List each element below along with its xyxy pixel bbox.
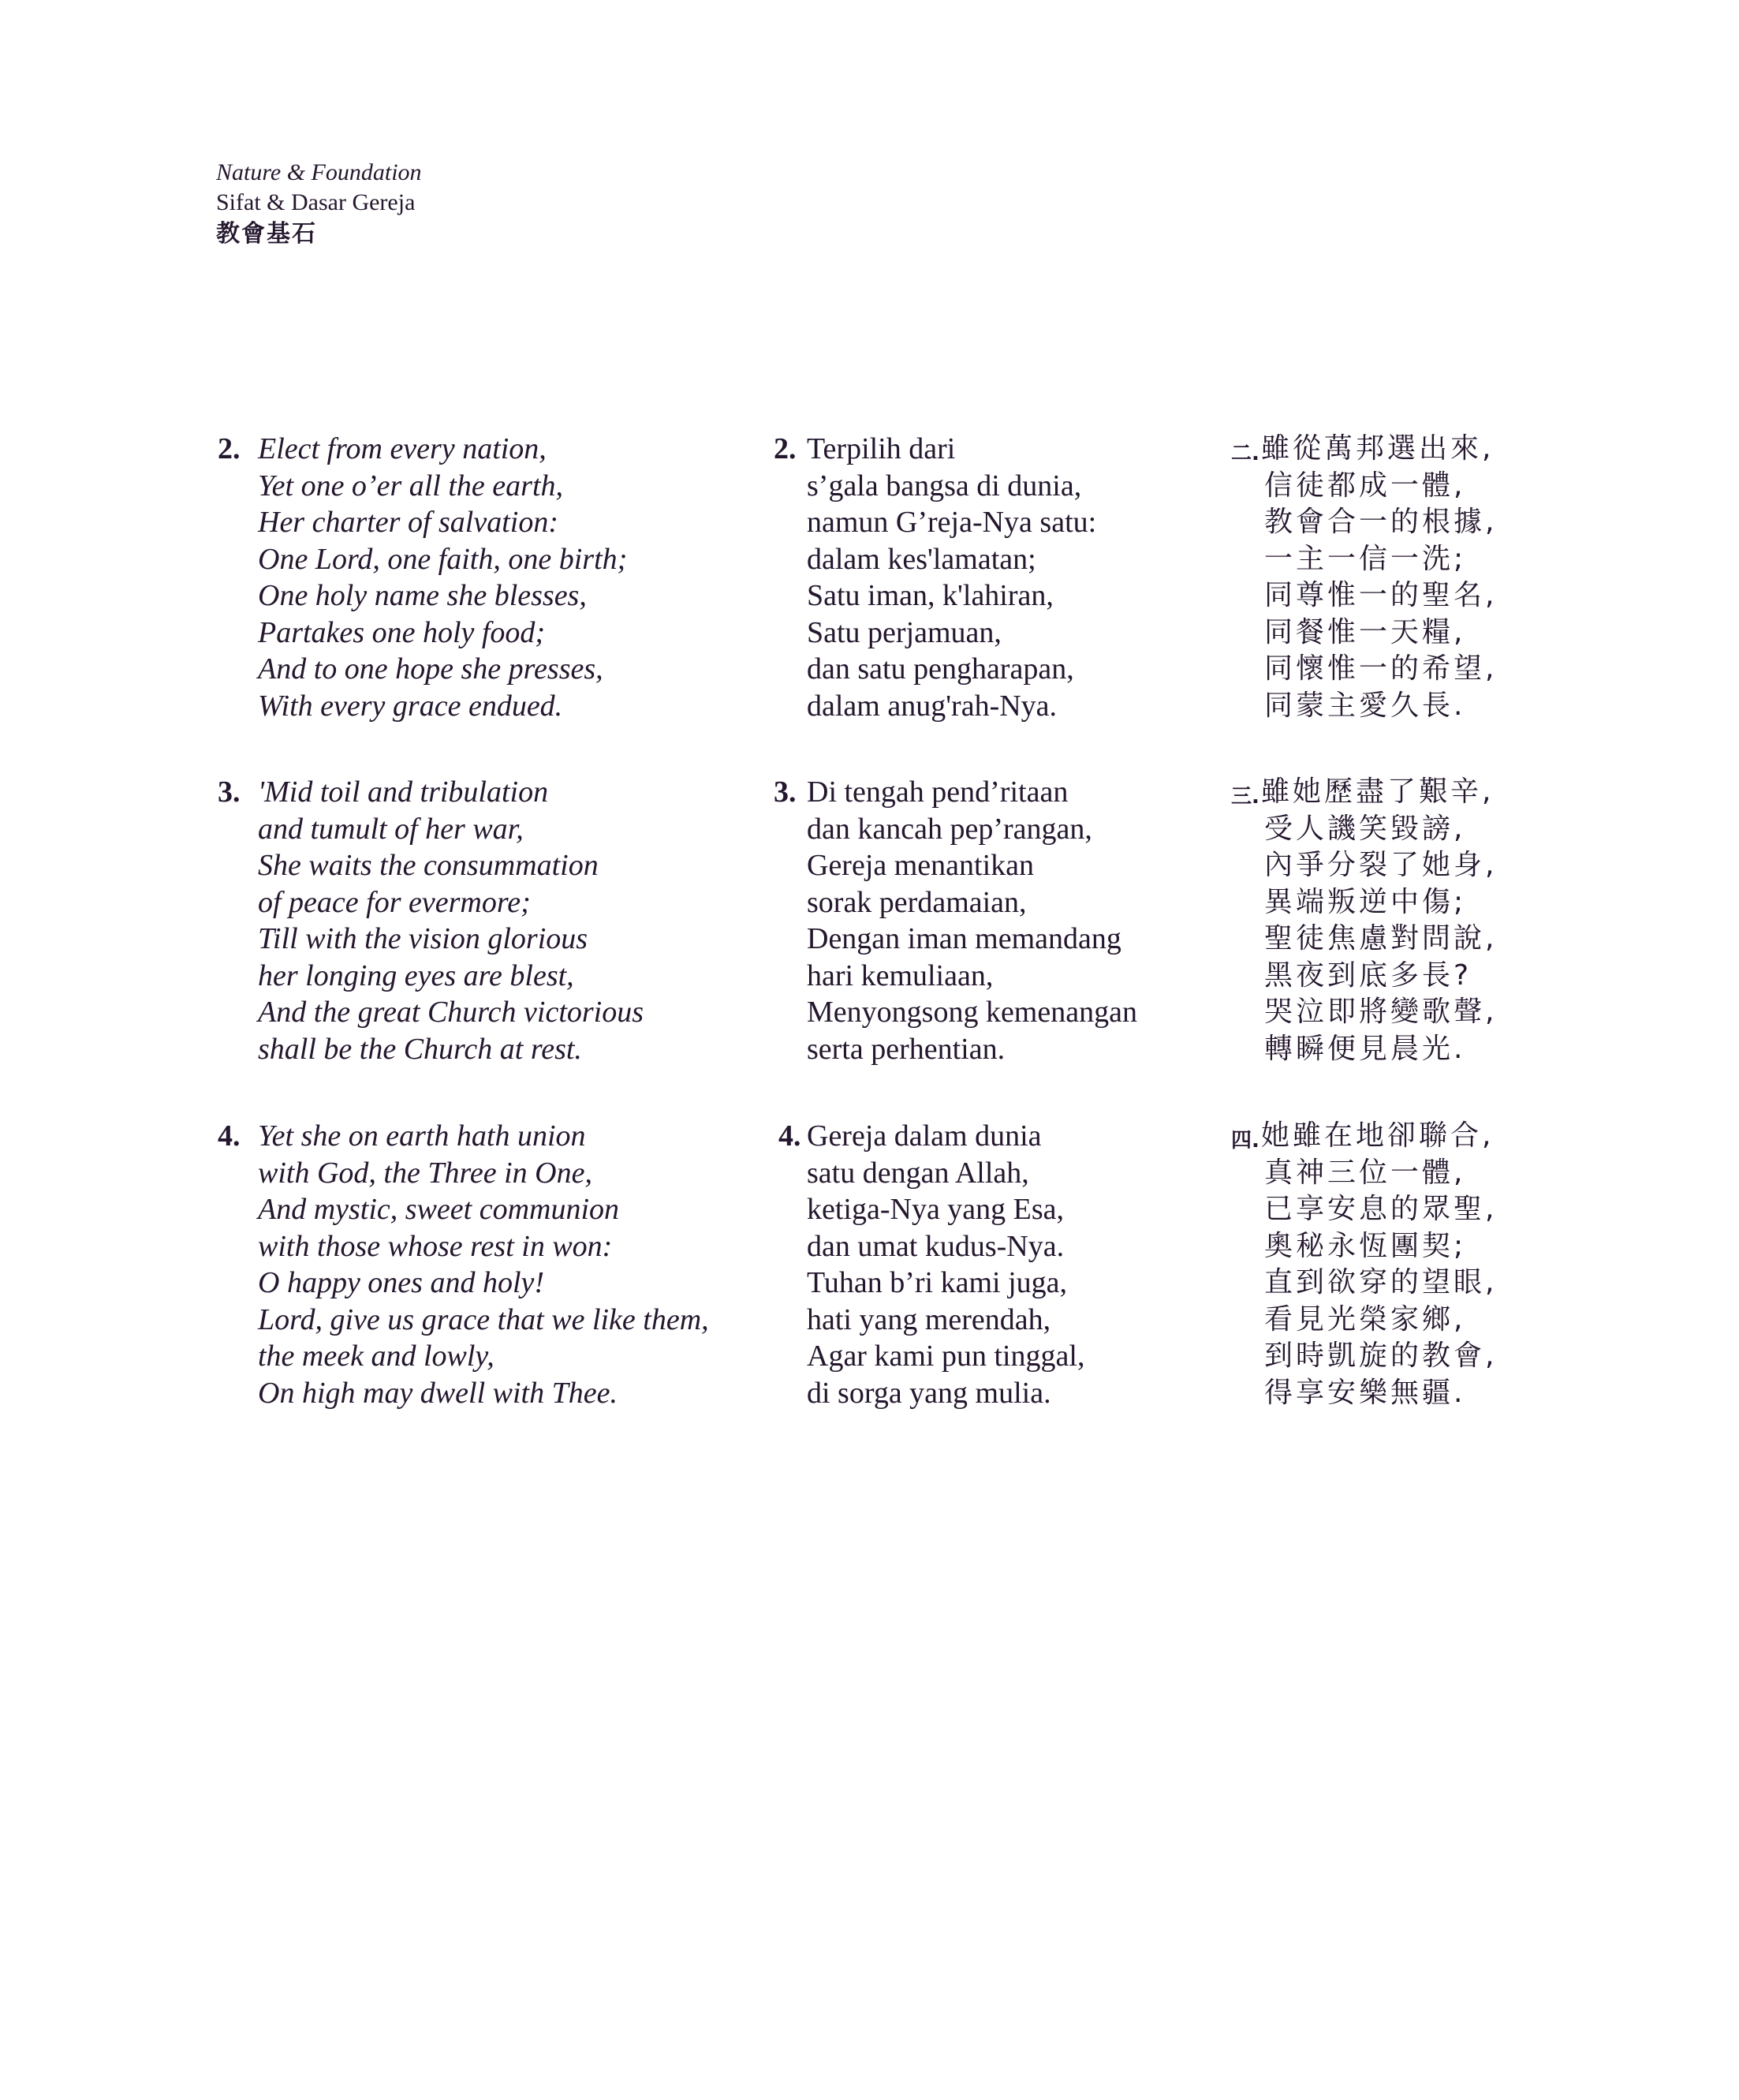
- verse-line: 一主一信一洗;: [1264, 542, 1467, 575]
- verse-line: shall be the Church at rest.: [258, 1032, 582, 1066]
- verse-line: dalam anug'rah-Nya.: [807, 689, 1058, 723]
- verse-line: One Lord, one faith, one birth;: [258, 542, 628, 576]
- verse-line: with God, the Three in One,: [258, 1156, 592, 1190]
- verse-4-chinese: [1231, 1118, 1497, 1411]
- verse-number: 2.: [218, 432, 241, 465]
- verse-number: 3.: [218, 775, 241, 809]
- verse-line: 同懷惟一的希望,: [1264, 652, 1498, 685]
- verse-2-indonesian: [774, 431, 1096, 724]
- verse-line: 信徒都成一體,: [1264, 469, 1466, 502]
- verse-3-english: [218, 774, 644, 1067]
- verse-line: 聖徒焦慮對問說,: [1264, 922, 1498, 955]
- verse-line: And to one hope she presses,: [258, 652, 603, 686]
- verse-line: with those whose rest in won:: [258, 1229, 613, 1263]
- verse-line: And mystic, sweet communion: [258, 1193, 620, 1226]
- verse-line: 同尊惟一的聖名,: [1264, 579, 1498, 611]
- verse-line: Till with the vision glorious: [258, 922, 588, 955]
- verse-line: hati yang merendah,: [807, 1302, 1051, 1336]
- verse-line: Satu iman, k'lahiran,: [807, 579, 1054, 612]
- verse-line: She waits the consummation: [258, 849, 599, 882]
- category-chinese: 教會基石: [216, 220, 317, 248]
- verse-line: 受人譏笑毀謗,: [1264, 812, 1466, 845]
- verse-line: And the great Church victorious: [258, 996, 644, 1029]
- verse-line: dalam kes'lamatan;: [807, 542, 1036, 576]
- verse-line: Lord, give us grace that we like them,: [258, 1302, 709, 1336]
- verse-line: 奧秘永恆團契;: [1264, 1229, 1467, 1262]
- verse-line: 她雖在地卻聯合,: [1261, 1119, 1495, 1152]
- verse-number: 2.: [774, 432, 797, 465]
- verse-2-chinese: [1231, 431, 1497, 724]
- verse-number: 4.: [218, 1119, 241, 1153]
- verse-line: the meek and lowly,: [258, 1340, 494, 1373]
- verse-2-english: [218, 431, 627, 724]
- verse-4-english: [218, 1118, 709, 1411]
- page-header: [216, 158, 422, 249]
- verse-line: 到時凱旋的教會,: [1264, 1340, 1498, 1372]
- verse-line: Gereja menantikan: [807, 849, 1035, 882]
- verse-line: 哭泣即將變歌聲,: [1264, 996, 1498, 1028]
- verse-line: 內爭分裂了她身,: [1264, 849, 1498, 881]
- verse-line: her longing eyes are blest,: [258, 958, 574, 992]
- verse-line: Elect from every nation,: [258, 432, 547, 465]
- verse-line: 同餐惟一天糧,: [1264, 615, 1466, 648]
- verse-line: Yet one o’er all the earth,: [258, 469, 563, 503]
- verse-line: Her charter of salvation:: [258, 506, 559, 539]
- verse-3-indonesian: [774, 774, 1137, 1067]
- verse-line: di sorga yang mulia.: [807, 1376, 1051, 1410]
- verse-line: dan satu pengharapan,: [807, 652, 1074, 686]
- category-english: Nature & Foundation: [216, 159, 422, 185]
- verse-line: dan kancah pep’rangan,: [807, 812, 1092, 846]
- verse-line: 真神三位一體,: [1264, 1156, 1466, 1189]
- verse-line: Satu perjamuan,: [807, 615, 1002, 649]
- verse-line: Gereja dalam dunia: [807, 1119, 1042, 1153]
- verse-line: s’gala bangsa di dunia,: [807, 469, 1082, 503]
- verse-line: Agar kami pun tinggal,: [807, 1340, 1085, 1373]
- verse-line: 教會合一的根據,: [1264, 506, 1498, 538]
- verse-line: 直到欲穿的望眼,: [1264, 1266, 1498, 1298]
- verse-line: O happy ones and holy!: [258, 1266, 545, 1299]
- verse-line: hari kemuliaan,: [807, 958, 994, 992]
- verse-line: 雖從萬邦選出來,: [1261, 432, 1495, 465]
- verse-line: 同蒙主愛久長.: [1264, 689, 1466, 722]
- verse-4-indonesian: [778, 1118, 1084, 1411]
- verse-line: Dengan iman memandang: [807, 922, 1121, 955]
- verse-line: serta perhentian.: [807, 1032, 1006, 1066]
- verse-line: 雖她歷盡了艱辛,: [1261, 775, 1495, 808]
- verse-line: Partakes one holy food;: [258, 615, 546, 649]
- verse-line: Terpilih dari: [807, 432, 956, 465]
- verse-line: 轉瞬便見晨光.: [1264, 1032, 1466, 1065]
- verse-line: Menyongsong kemenangan: [807, 996, 1137, 1029]
- verse-line: Di tengah pend’ritaan: [807, 775, 1069, 809]
- verse-line: 已享安息的眾聖,: [1264, 1193, 1498, 1225]
- verse-line: sorak perdamaian,: [807, 885, 1027, 919]
- verse-number: 二.: [1231, 442, 1259, 465]
- verse-line: 得享安樂無疆.: [1264, 1376, 1466, 1409]
- verse-line: With every grace endued.: [258, 689, 563, 723]
- verse-line: One holy name she blesses,: [258, 579, 587, 612]
- verse-line: 異端叛逆中傷;: [1264, 885, 1467, 918]
- verse-line: On high may dwell with Thee.: [258, 1376, 618, 1410]
- category-indonesian: Sifat & Dasar Gereja: [216, 189, 416, 215]
- verse-line: of peace for evermore;: [258, 885, 531, 919]
- verse-line: Tuhan b’ri kami juga,: [807, 1266, 1068, 1299]
- verse-line: 'Mid toil and tribulation: [258, 775, 549, 809]
- verse-line: dan umat kudus-Nya.: [807, 1229, 1065, 1263]
- verse-line: ketiga-Nya yang Esa,: [807, 1193, 1065, 1226]
- verse-number: 4.: [778, 1119, 801, 1153]
- verse-line: and tumult of her war,: [258, 812, 524, 846]
- verse-line: Yet she on earth hath union: [258, 1119, 586, 1153]
- verse-line: namun G’reja-Nya satu:: [807, 506, 1097, 539]
- verse-line: 黑夜到底多長?: [1264, 958, 1472, 992]
- verse-line: 看見光榮家鄉,: [1264, 1302, 1466, 1336]
- verse-number: 3.: [774, 775, 797, 809]
- verse-3-chinese: [1231, 774, 1497, 1067]
- verse-number: 三.: [1231, 785, 1259, 809]
- verse-line: satu dengan Allah,: [807, 1156, 1029, 1190]
- verse-number: 四.: [1231, 1129, 1259, 1153]
